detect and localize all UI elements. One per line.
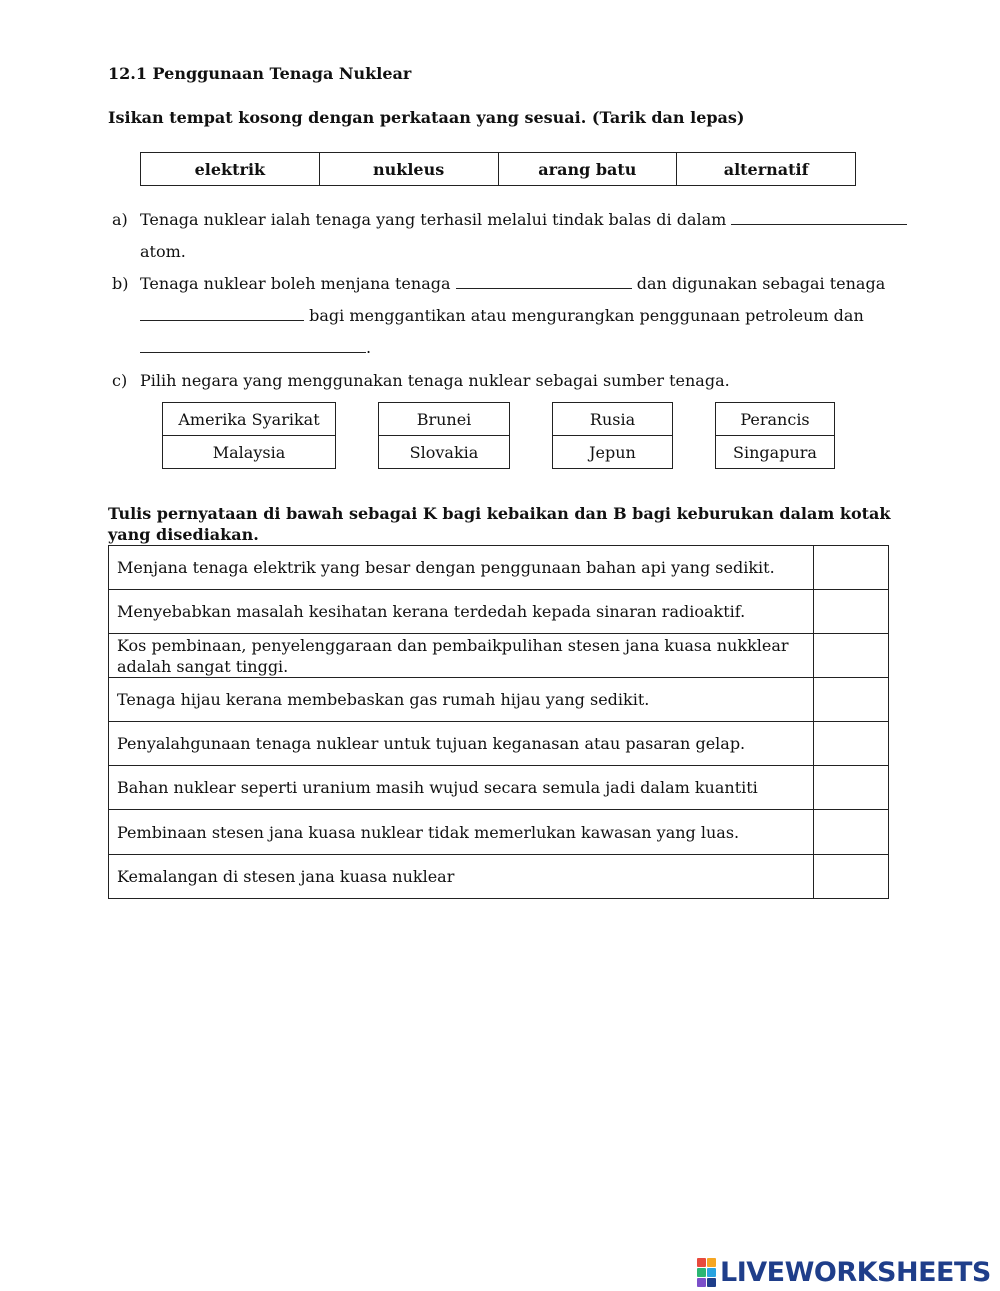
statement-text: Penyalahgunaan tenaga nuklear untuk tujuan keganasan atau pasaran gelap. <box>109 722 814 765</box>
answer-box[interactable] <box>814 634 888 677</box>
table-row <box>109 678 888 722</box>
country-option[interactable]: Malaysia <box>163 435 335 468</box>
blank-a1[interactable] <box>731 210 907 225</box>
word-bank-item[interactable]: alternatif <box>723 159 809 179</box>
table-row <box>109 634 888 678</box>
answer-box[interactable] <box>814 855 888 898</box>
blank-b3[interactable] <box>140 338 366 353</box>
country-box-4 <box>715 402 835 469</box>
liveworksheets-logo-icon <box>697 1258 716 1287</box>
answer-box[interactable] <box>814 546 888 589</box>
word-bank <box>140 152 856 186</box>
question-c-label: c) <box>112 371 128 390</box>
logo-square <box>697 1268 706 1277</box>
logo-square <box>707 1268 716 1277</box>
statement-text: Kemalangan di stesen jana kuasa nuklear <box>109 855 814 898</box>
country-option[interactable]: Amerika Syarikat <box>178 409 320 429</box>
table-row <box>109 766 888 810</box>
statement-text: Kos pembinaan, penyelenggaraan dan pembaikpulihan stesen jana kuasa nukklear adalah sangat tinggi. <box>109 634 814 677</box>
logo-text: LIVEWORKSHEETS <box>720 1257 991 1288</box>
country-option[interactable]: Perancis <box>740 409 810 429</box>
table-row <box>109 810 888 855</box>
country-box-1 <box>162 402 336 469</box>
word-bank-item[interactable]: nukleus <box>320 153 499 185</box>
logo-square <box>697 1278 706 1287</box>
question-b-line1 <box>140 274 885 294</box>
question-a-line1 <box>140 210 907 230</box>
table-row <box>109 722 888 766</box>
word-bank-item[interactable]: elektrik <box>141 153 320 185</box>
logo-square <box>707 1278 716 1287</box>
country-option[interactable]: Jepun <box>553 435 672 468</box>
question-b-line2 <box>140 306 864 326</box>
question-b-text-4: . <box>366 338 372 357</box>
blank-b1[interactable] <box>456 274 632 289</box>
question-a-label: a) <box>112 210 128 229</box>
answer-box[interactable] <box>814 766 888 809</box>
answer-box[interactable] <box>814 810 888 854</box>
table-row <box>109 546 888 590</box>
answer-box[interactable] <box>814 678 888 721</box>
country-option[interactable]: Slovakia <box>379 435 509 468</box>
question-a-line2: atom. <box>140 242 186 261</box>
table-row <box>109 590 888 634</box>
country-option[interactable]: Brunei <box>416 409 472 429</box>
question-b-line3 <box>140 338 371 358</box>
question-b-text-1: Tenaga nuklear boleh menjana tenaga <box>140 274 451 293</box>
country-option[interactable]: Singapura <box>716 435 834 468</box>
statement-text: Tenaga hijau kerana membebaskan gas rumah hijau yang sedikit. <box>109 678 814 721</box>
liveworksheets-logo <box>697 1257 991 1288</box>
statement-text: Menjana tenaga elektrik yang besar dengan penggunaan bahan api yang sedikit. <box>109 546 814 589</box>
statement-text: Pembinaan stesen jana kuasa nuklear tidak memerlukan kawasan yang luas. <box>109 810 814 854</box>
question-b-text-2: dan digunakan sebagai tenaga <box>636 274 886 293</box>
question-a-text: Tenaga nuklear ialah tenaga yang terhasil melalui tindak balas di dalam <box>140 210 727 229</box>
statement-text: Bahan nuklear seperti uranium masih wujud secara semula jadi dalam kuantiti <box>109 766 814 809</box>
logo-square <box>707 1258 716 1267</box>
answer-box[interactable] <box>814 722 888 765</box>
country-box-2 <box>378 402 510 469</box>
instruction-fill-blank: Isikan tempat kosong dengan perkataan yang sesuai. (Tarik dan lepas) <box>108 108 745 127</box>
instruction-k-b: Tulis pernyataan di bawah sebagai K bagi kebaikan dan B bagi keburukan dalam kotak yang disediakan. <box>108 504 891 544</box>
question-b-text-3: bagi menggantikan atau mengurangkan penggunaan petroleum dan <box>309 306 864 325</box>
statement-text: Menyebabkan masalah kesihatan kerana terdedah kepada sinaran radioaktif. <box>109 590 814 633</box>
table-row <box>109 855 888 898</box>
worksheet-title: 12.1 Penggunaan Tenaga Nuklear <box>108 64 412 83</box>
logo-square <box>697 1258 706 1267</box>
statement-table <box>108 545 889 899</box>
country-option[interactable]: Rusia <box>589 409 636 429</box>
word-bank-item[interactable]: arang batu <box>499 153 678 185</box>
answer-box[interactable] <box>814 590 888 633</box>
question-c-text: Pilih negara yang menggunakan tenaga nuklear sebagai sumber tenaga. <box>140 371 730 390</box>
question-b-label: b) <box>112 274 129 293</box>
country-box-3 <box>552 402 673 469</box>
blank-b2[interactable] <box>140 306 304 321</box>
